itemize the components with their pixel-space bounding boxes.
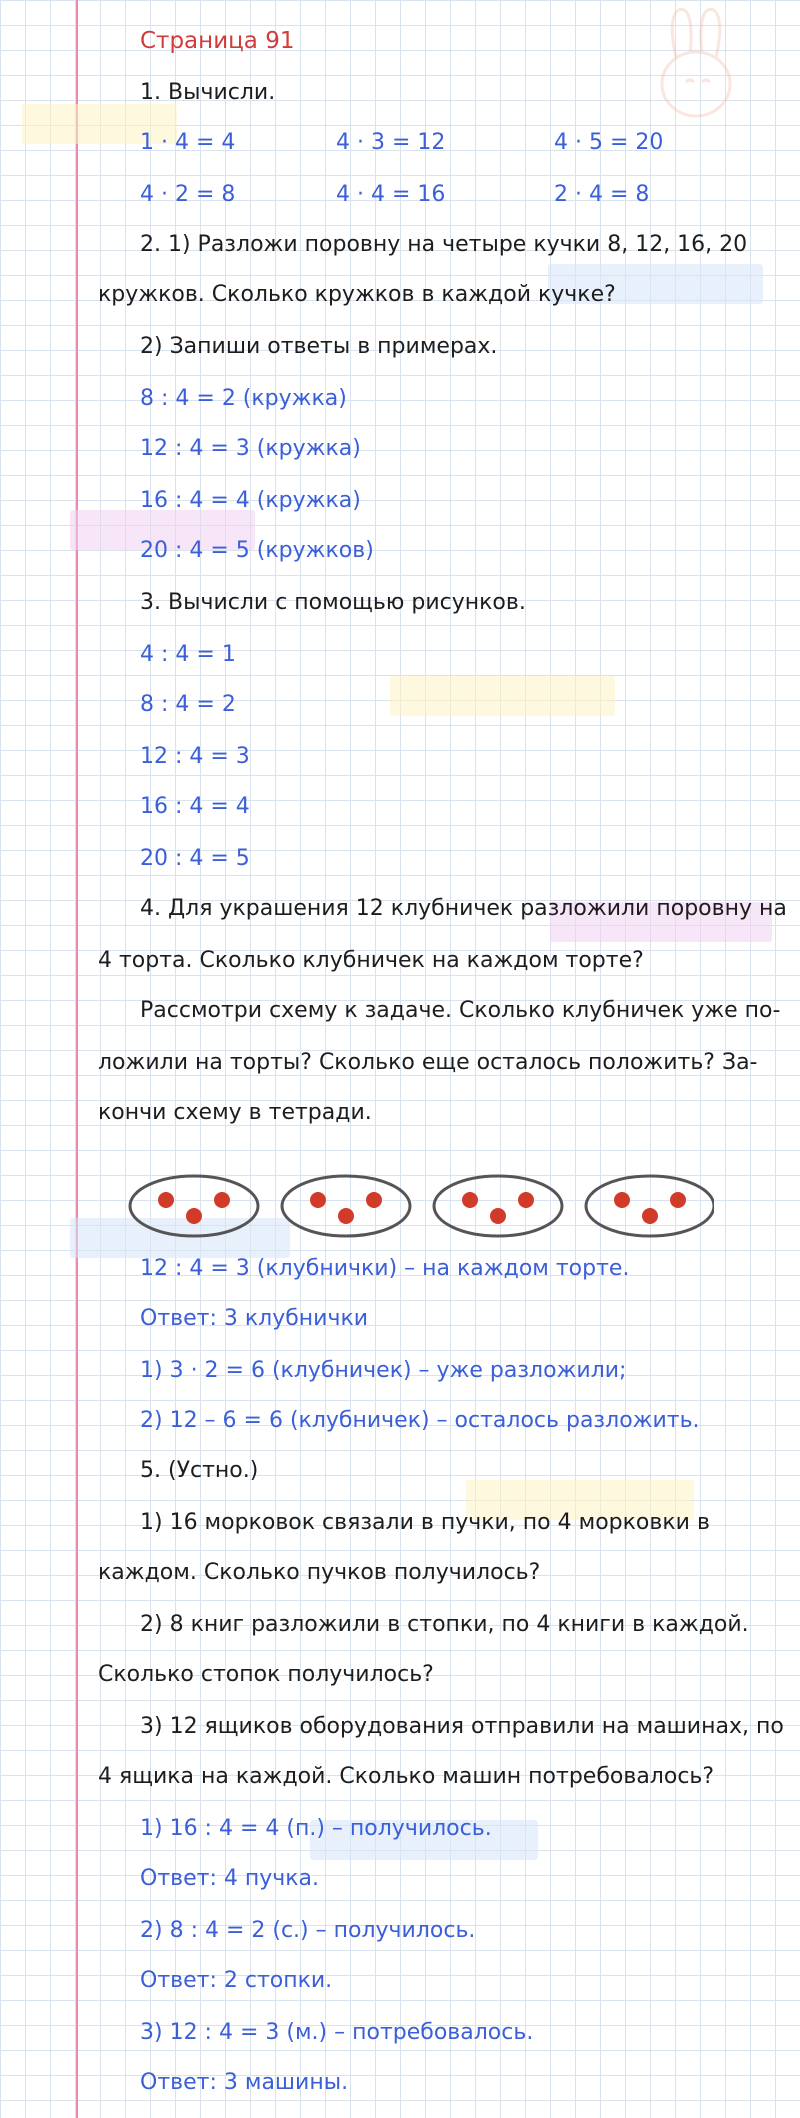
task1-title: 1. Вычисли. — [140, 80, 276, 105]
task5-text: 4 ящика на каждой. Сколько машин потребовалось? — [98, 1764, 715, 1789]
strawberry-dot — [490, 1208, 506, 1224]
task5-text: 3) 12 ящиков оборудования отправили на машинах, по — [140, 1714, 784, 1739]
task5-text: каждом. Сколько пучков получилось? — [98, 1560, 541, 1585]
task4-text: 4. Для украшения 12 клубничек разложили поровну на — [140, 896, 787, 921]
task5-answer: 1) 16 : 4 = 4 (п.) – получилось. — [140, 1816, 492, 1841]
strawberry-dot — [158, 1192, 174, 1208]
task4-answer: 2) 12 – 6 = 6 (клубничек) – осталось разложить. — [140, 1408, 700, 1433]
task2-text: кружков. Сколько кружков в каждой кучке? — [98, 282, 616, 307]
task1-answer: 1 · 4 = 4 — [140, 130, 236, 155]
task5-answer: 3) 12 : 4 = 3 (м.) – потребовалось. — [140, 2020, 534, 2045]
task4-answer: 1) 3 · 2 = 6 (клубничек) – уже разложили; — [140, 1358, 627, 1383]
cake-oval — [586, 1176, 714, 1236]
task5-text: Сколько стопок получилось? — [98, 1662, 434, 1687]
task2-text: 2. 1) Разложи поровну на четыре кучки 8, 12, 16, 20 — [140, 232, 748, 257]
strawberry-dot — [310, 1192, 326, 1208]
task2-answer: 20 : 4 = 5 (кружков) — [140, 538, 374, 563]
cake-oval — [282, 1176, 410, 1236]
task4-text: 4 торта. Сколько клубничек на каждом торте? — [98, 948, 644, 973]
task5-answer: 2) 8 : 4 = 2 (с.) – получилось. — [140, 1918, 476, 1943]
cake-oval — [434, 1176, 562, 1236]
task1-answer: 4 · 2 = 8 — [140, 182, 236, 207]
task1-answer: 2 · 4 = 8 — [554, 182, 650, 207]
task5-text: 2) 8 книг разложили в стопки, по 4 книги в каждой. — [140, 1612, 749, 1637]
strawberry-scheme — [128, 1166, 714, 1246]
task1-answer: 4 · 5 = 20 — [554, 130, 664, 155]
task4-answer: Ответ: 3 клубнички — [140, 1306, 369, 1331]
strawberry-dot — [614, 1192, 630, 1208]
strawberry-dot — [214, 1192, 230, 1208]
task5-text: 1) 16 морковок связали в пучки, по 4 морковки в — [140, 1510, 710, 1535]
task3-answer: 4 : 4 = 1 — [140, 642, 236, 667]
task3-answer: 20 : 4 = 5 — [140, 846, 250, 871]
cake-oval — [130, 1176, 258, 1236]
strawberry-dot — [338, 1208, 354, 1224]
bunny-mascot-icon — [646, 2, 746, 122]
notebook-margin-line — [76, 0, 78, 2118]
task3-answer: 16 : 4 = 4 — [140, 794, 250, 819]
task2-text: 2) Запиши ответы в примерах. — [140, 334, 498, 359]
page-title: Страница 91 — [140, 28, 295, 54]
task5-answer: Ответ: 2 стопки. — [140, 1968, 333, 1993]
task4-answer: 12 : 4 = 3 (клубнички) – на каждом торте. — [140, 1256, 630, 1281]
task4-text: Рассмотри схему к задаче. Сколько клубничек уже по- — [140, 998, 781, 1023]
strawberry-dot — [186, 1208, 202, 1224]
task5-answer: Ответ: 4 пучка. — [140, 1866, 320, 1891]
task1-answer: 4 · 3 = 12 — [336, 130, 446, 155]
task3-answer: 12 : 4 = 3 — [140, 744, 250, 769]
strawberry-dot — [670, 1192, 686, 1208]
strawberry-dot — [366, 1192, 382, 1208]
task5-title: 5. (Устно.) — [140, 1458, 259, 1483]
task2-answer: 8 : 4 = 2 (кружка) — [140, 386, 347, 411]
task3-title: 3. Вычисли с помощью рисунков. — [140, 590, 526, 615]
task4-text: кончи схему в тетради. — [98, 1100, 372, 1125]
strawberry-dot — [518, 1192, 534, 1208]
task3-answer: 8 : 4 = 2 — [140, 692, 236, 717]
task5-answer: Ответ: 3 машины. — [140, 2070, 349, 2095]
strawberry-dot — [642, 1208, 658, 1224]
task2-answer: 16 : 4 = 4 (кружка) — [140, 488, 361, 513]
task4-text: ложили на торты? Сколько еще осталось положить? За- — [98, 1050, 758, 1075]
watermark-block — [390, 676, 615, 716]
task1-answer: 4 · 4 = 16 — [336, 182, 446, 207]
strawberry-dot — [462, 1192, 478, 1208]
task2-answer: 12 : 4 = 3 (кружка) — [140, 436, 361, 461]
